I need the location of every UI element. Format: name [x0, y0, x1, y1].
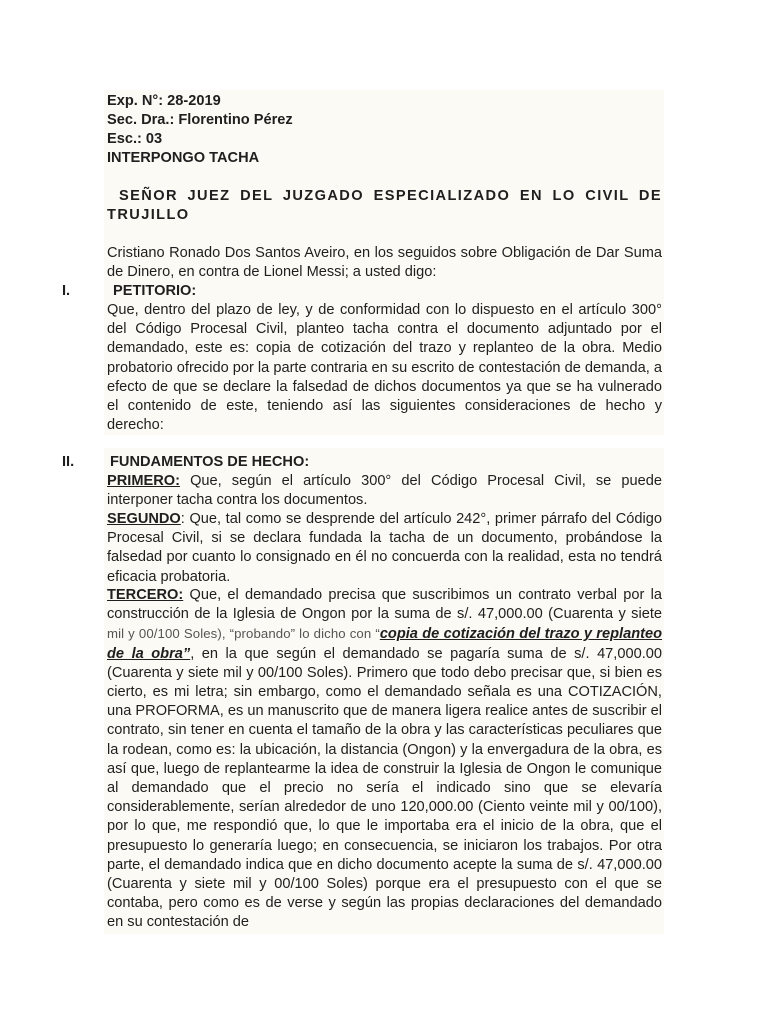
segundo-text: : Que, tal como se desprende del artículo 242°, primer párrafo del Código Procesal Civil, si se declara fundada la tacha de un documento, probándose la falsedad por cuanto lo consignado en él no concuerda con la realidad, esta no tendrá eficacia probatoria.	[107, 511, 662, 585]
intro-paragraph: Cristiano Ronado Dos Santos Aveiro, en los seguidos sobre Obligación de Dar Suma de Dinero, en contra de Lionel Messi; a usted digo:	[107, 245, 662, 281]
petitorio-paragraph: Que, dentro del plazo de ley, y de conformidad con lo dispuesto en el artículo 300° del Código Procesal Civil, planteo tacha contra el documento adjuntado por el demandado, este es: copia de cotización del trazo y replanteo de la obra. Medio probatorio ofrecido por la parte contraria en su escrito de contestación de demanda, a efecto de que se declare la falsedad de dichos documentos ya que se ha vulnerado el contenido de este, teniendo así las siguientes consideraciones de hecho y derecho:	[107, 302, 662, 434]
section-title: PETITORIO:	[113, 283, 197, 299]
secretaria: Sec. Dra.: Florentino Pérez	[107, 112, 293, 128]
document-title: INTERPONGO TACHA	[107, 150, 260, 166]
tercero-label: TERCERO:	[107, 587, 184, 603]
segundo-paragraph	[107, 510, 662, 587]
tercero-text: mil y 00/100 Soles), “probando” lo dicho con “	[107, 626, 380, 642]
primero-text: Que, según el artículo 300° del Código Procesal Civil, se puede interponer tacha contra los documentos.	[107, 473, 662, 509]
section-numeral: I.	[62, 283, 71, 299]
addressee: SEÑOR JUEZ DEL JUZGADO ESPECIALIZADO EN LO CIVIL DE TRUJILLO	[107, 188, 662, 224]
section-numeral: II.	[62, 454, 75, 470]
section-title: FUNDAMENTOS DE HECHO:	[110, 454, 310, 470]
primero-paragraph	[107, 472, 662, 510]
tercero-paragraph	[107, 586, 662, 933]
escrito-number: Esc.: 03	[107, 131, 163, 147]
primero-label: PRIMERO:	[107, 473, 180, 489]
segundo-label: SEGUNDO	[107, 511, 181, 527]
emphasized-document-name: copia de cotización del trazo y replanteo de la obra”	[107, 626, 662, 662]
tercero-text: Que, el demandado precisa que suscribimos un contrato verbal por la construcción de la Iglesia de Ongon por la suma de s/. 47,000.00 (Cuarenta y siete	[107, 587, 662, 623]
expediente-number: Exp. N°: 28-2019	[107, 93, 221, 109]
tercero-text: , en la que según el demandado se pagaría suma de s/. 47,000.00 (Cuarenta y siete mil y 00/100 Soles). Primero que todo debo precisar que, si bien es cierto, es mi letra; sin embargo, como el demandado señala es una COTIZACIÓN, una PROFORMA, es un manuscrito que de manera ligera realice antes de suscribir el contrato, sin tener en cuenta el tamaño de la obra y las características peculiares que la rodean, como es: la ubicación, la distancia (Ongon) y la envergadura de la obra, es así que, luego de replantearme la idea de construir la Iglesia de Ongon le comunique al demandado que el precio no sería el indicado sino que se elevaría considerablemente, serían alrededor de uno 120,000.00 (Ciento veinte mil y 00/100), por lo que, me respondió que, lo que le importaba era el inicio de la obra, que el presupuesto lo generaría luego; en consecuencia, se iniciaron los trabajos. Por otra parte, el demandado indica que en dicho documento acepte la suma de s/. 47,000.00 (Cuarenta y siete mil y 00/100 Soles) porque era el presupuesto con el que se contaba, pero como es de verse y según las propias declaraciones del demandado en su contestación de	[107, 645, 662, 931]
